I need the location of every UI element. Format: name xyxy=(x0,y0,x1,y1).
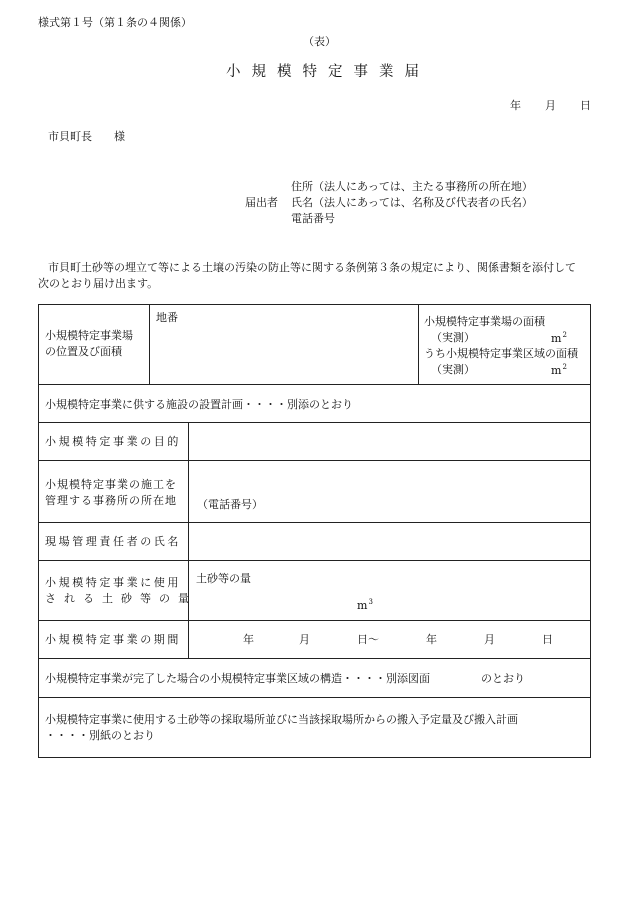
period-start-year: 年 xyxy=(243,633,254,646)
soil-label-line-1: 小規模特定事業に使用 xyxy=(45,576,181,589)
table-border-bottom xyxy=(38,757,591,758)
notifier-label: 届出者 xyxy=(245,196,278,209)
period-start-day: 日～ xyxy=(357,633,379,646)
district-area-measured: （実測） xyxy=(431,363,475,376)
preamble-line-1: 市貝町土砂等の埋立て等による土壌の汚染の防止等に関する条例第３条の規定により、関係書類を添付して xyxy=(48,261,576,274)
row-divider xyxy=(38,658,591,659)
row-divider xyxy=(38,697,591,698)
lot-number-label: 地番 xyxy=(156,311,178,324)
office-label-line-2: 管理する事務所の所在地 xyxy=(45,494,177,507)
col-divider xyxy=(188,422,189,658)
notifier-address: 住所（法人にあっては、主たる事務所の所在地） xyxy=(291,180,533,193)
date-month: 月 xyxy=(545,99,556,112)
addressee: 市貝町長 様 xyxy=(48,130,125,143)
row-divider xyxy=(38,384,591,385)
soil-label-line-2: される土砂等の量 xyxy=(45,592,197,605)
office-phone-label: （電話番号） xyxy=(197,498,263,511)
date-day: 日 xyxy=(580,99,591,112)
notifier-name: 氏名（法人にあっては、名称及び代表者の氏名） xyxy=(291,196,533,209)
site-manager-label: 現場管理責任者の氏名 xyxy=(45,535,181,548)
site-area-unit: $m^2$ xyxy=(551,331,567,345)
preamble-line-2: 次のとおり届け出ます。 xyxy=(38,277,159,290)
table-border-left xyxy=(38,304,39,758)
row-divider xyxy=(38,620,591,621)
row-divider xyxy=(38,422,591,423)
row-divider xyxy=(38,560,591,561)
page-title: 小規模特定事業届 xyxy=(226,64,430,80)
office-label-line-1: 小規模特定事業の施工を xyxy=(45,478,177,491)
table-border-top xyxy=(38,304,591,305)
period-end-day: 日 xyxy=(542,633,553,646)
district-area-label: うち小規模特定事業区域の面積 xyxy=(424,347,578,360)
soil-amount-label: 土砂等の量 xyxy=(196,572,251,585)
soil-amount-unit: $m^3$ xyxy=(357,598,373,612)
table-border-right xyxy=(590,304,591,758)
transport-plan-line-1: 小規模特定事業に使用する土砂等の採取場所並びに当該採取場所からの搬入予定量及び搬入計画 xyxy=(45,713,518,726)
side-label: （表） xyxy=(303,35,336,48)
structure-note: 小規模特定事業が完了した場合の小規模特定事業区域の構造・・・・別添図面 xyxy=(45,672,430,685)
col-divider xyxy=(418,304,419,384)
period-start-month: 月 xyxy=(299,633,310,646)
form-number: 様式第１号（第１条の４関係） xyxy=(38,16,192,29)
period-label: 小規模特定事業の期間 xyxy=(45,633,181,646)
notifier-phone: 電話番号 xyxy=(291,212,335,225)
purpose-label: 小規模特定事業の目的 xyxy=(45,435,181,448)
row-divider xyxy=(38,522,591,523)
transport-plan-line-2: ・・・・別紙のとおり xyxy=(45,729,155,742)
site-area-measured: （実測） xyxy=(431,331,475,344)
site-area-label: 小規模特定事業場の面積 xyxy=(424,315,545,328)
location-label-line-1: 小規模特定事業場 xyxy=(45,329,133,342)
location-label-line-2: の位置及び面積 xyxy=(45,345,122,358)
period-end-month: 月 xyxy=(484,633,495,646)
col-divider xyxy=(149,304,150,384)
structure-note-suffix: のとおり xyxy=(481,672,525,685)
period-end-year: 年 xyxy=(426,633,437,646)
facility-plan-note: 小規模特定事業に供する施設の設置計画・・・・別添のとおり xyxy=(45,398,353,411)
date-year: 年 xyxy=(510,99,521,112)
district-area-unit: $m^2$ xyxy=(551,363,567,377)
row-divider xyxy=(38,460,591,461)
